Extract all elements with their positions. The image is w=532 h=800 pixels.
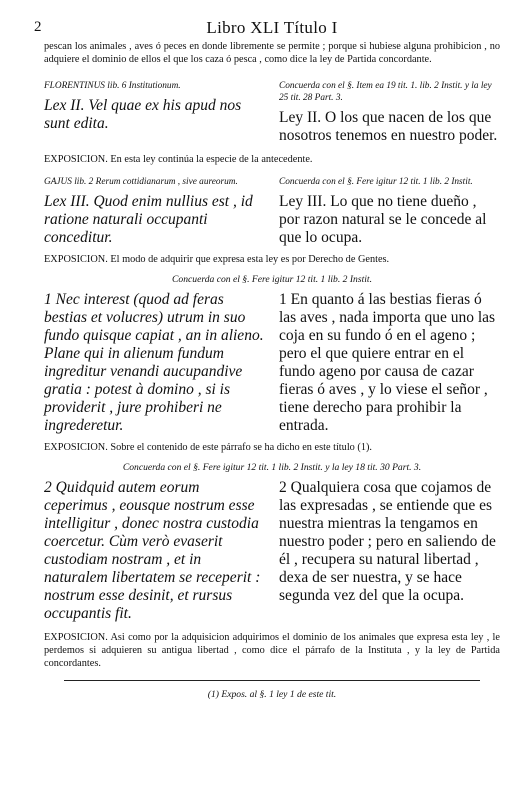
footnote-divider bbox=[64, 680, 480, 681]
law-2-section bbox=[44, 80, 500, 145]
law-3-exposicion: EXPOSICION. El modo de adquirir que expresa esta ley es por Derecho de Gentes. bbox=[44, 254, 390, 265]
law-2-concordance: Concuerda con el §. Item ea 19 tit. 1. lib. 2 Instit. y la ley 25 tit. 28 Part. 3. bbox=[279, 81, 492, 103]
law-2-spanish-text: Ley II. O los que nacen de los que nosotros tenemos en nuestro poder. bbox=[279, 109, 498, 144]
law-2-latin-text: Lex II. Vel quae ex his apud nos sunt edita. bbox=[44, 97, 242, 132]
page-title: Libro XLI Título I bbox=[206, 18, 338, 37]
law-3-spanish-text: Ley III. Lo que no tiene dueño , por razon natural se le concede al que lo ocupa. bbox=[279, 193, 487, 246]
intro-paragraph: pescan los animales , aves ó peces en donde libremente se permite ; porque si hubiese alguna prohibicion , no adquiere el dominio de ellos el que los caza ó pesca , como dice la ley de Partida concordante. bbox=[44, 41, 500, 65]
paragraph-2-latin-text: 2 Quidquid autem eorum ceperimus , eousque nostrum esse intelligitur , donec nostra custodia coercetur. Cùm verò evaserit custodiam nostram , et in naturalem libertatem se receperit : nostrum esse desinit, et rursus occupantis fit. bbox=[44, 479, 261, 622]
paragraph-2-exposicion: EXPOSICION. Asi como por la adquisicion adquirimos el dominio de los animales que expresa esta ley , le perdemos si adquieren su antigua libertad , como dice el párrafo de la Instituta , y la ley de Partida concordantes. bbox=[44, 632, 500, 669]
law-3-latin-text: Lex III. Quod enim nullius est , id ratione naturali occupanti conceditur. bbox=[44, 193, 253, 246]
law-2-latin-citation: FLORENTINUS lib. 6 Institutionum. bbox=[44, 81, 181, 91]
paragraph-2-concordance: Concuerda con el §. Fere igitur 12 tit. 1 lib. 2 Instit. y la ley 18 tit. 30 Part. 3. bbox=[122, 462, 422, 473]
footnote: (1) Expos. al §. 1 ley 1 de este tit. bbox=[207, 689, 337, 700]
paragraph-1-concordance: Concuerda con el §. Fere igitur 12 tit. 1 lib. 2 Instit. bbox=[172, 274, 372, 285]
paragraph-1-section bbox=[44, 291, 500, 435]
law-3-section bbox=[44, 176, 500, 247]
page-header bbox=[34, 18, 500, 40]
paragraph-1-exposicion: EXPOSICION. Sobre el contenido de este párrafo se ha dicho en este título (1). bbox=[44, 442, 372, 453]
paragraph-1-spanish-text: 1 En quanto á las bestias fieras ó las aves , nada importa que uno las coja en su fundo ó en el ageno ; pero el que quiere entrar en el fundo ageno por causa de cazar fieras ó aves , y lo viese el señor , tiene derecho para prohibir la entrada. bbox=[279, 291, 496, 434]
paragraph-2-spanish-text: 2 Qualquiera cosa que cojamos de las expresadas , se entiende que es nuestra mientras la tengamos en nuestro poder ; pero en saliendo de él , recupera su natural libertad , dexa de ser nuestra, y se hace segunda vez del que la ocupa. bbox=[279, 479, 496, 604]
paragraph-2-section bbox=[44, 479, 500, 623]
law-2-exposicion: EXPOSICION. En esta ley continúa la especie de la antecedente. bbox=[44, 154, 313, 165]
paragraph-1-latin-text: 1 Nec interest (quod ad feras bestias et volucres) utrum in suo fundo quisque capiat , an in alieno. Plane qui in alienum fundum ingreditur venandi aucupandive gratia : potest à domino , si is providerit , jure prohiberi ne ingrederetur. bbox=[44, 291, 264, 434]
page-number: 2 bbox=[34, 19, 42, 35]
law-3-concordance: Concuerda con el §. Fere igitur 12 tit. 1 lib. 2 Instit. bbox=[279, 177, 473, 187]
law-3-latin-citation: GAJUS lib. 2 Rerum cottidianarum , sive aureorum. bbox=[44, 177, 238, 187]
